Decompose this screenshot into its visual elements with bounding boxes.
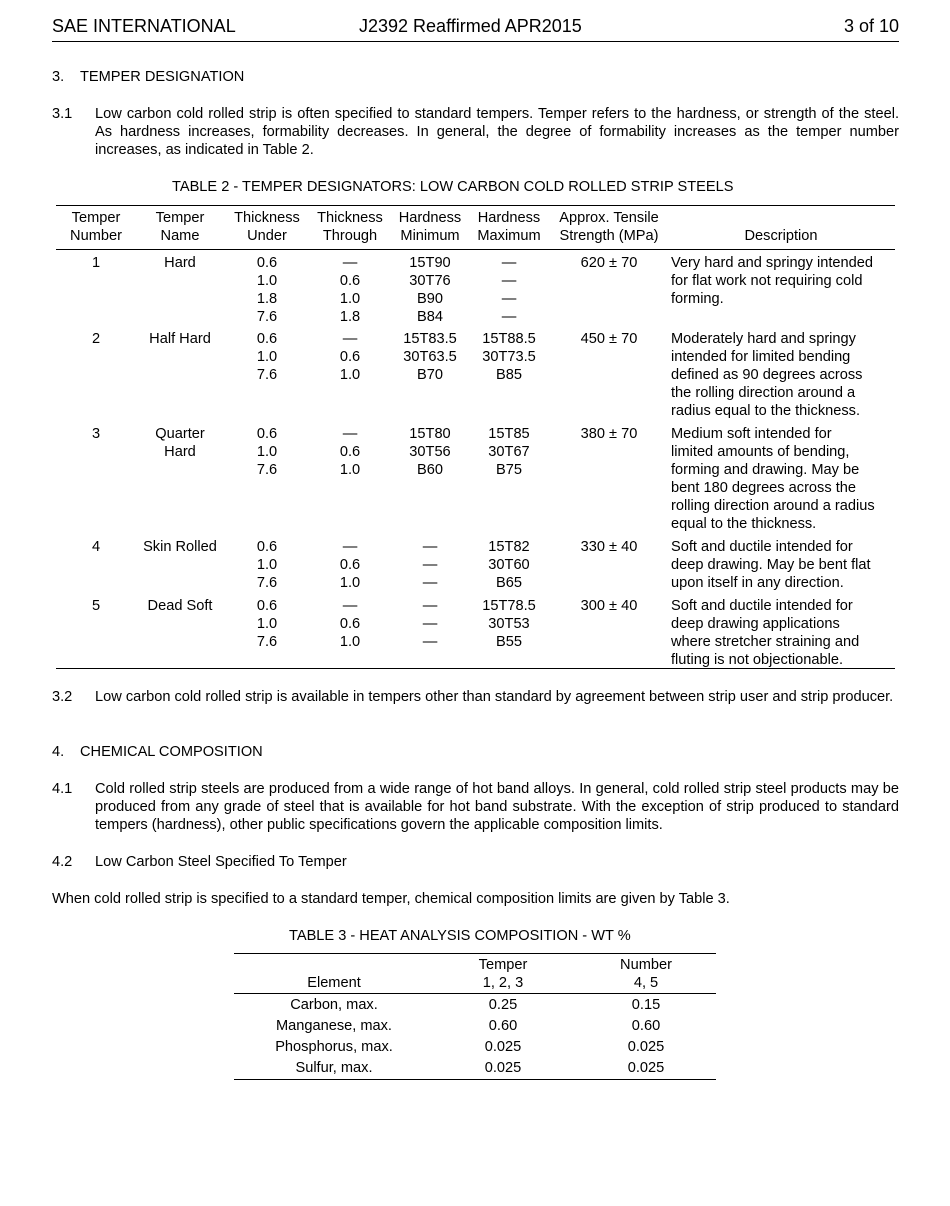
header-page-number: 3 of 10 — [843, 16, 899, 36]
composition-value: 0.60 — [631, 1018, 661, 1034]
description-line: radius equal to the thickness. — [671, 403, 861, 419]
tensile-strength: 300 ± 40 — [580, 598, 638, 614]
header-line: Temper — [71, 210, 121, 226]
section-number: 4. — [52, 744, 65, 760]
temper-name: Quarter — [155, 426, 205, 442]
table-cell-min: — — [422, 539, 438, 555]
table-cell-max: — — [501, 309, 517, 325]
description-line: rolling direction around a radius — [671, 498, 875, 514]
temper-number: 5 — [91, 598, 101, 614]
table-cell-min: — — [422, 598, 438, 614]
table-cell-through: 0.6 — [339, 273, 361, 289]
header-line: Name — [160, 228, 200, 244]
table-3-caption: TABLE 3 - HEAT ANALYSIS COMPOSITION - WT % — [289, 928, 631, 944]
table-cell-through: — — [342, 255, 358, 271]
section-number: 3. — [52, 69, 65, 85]
tensile-strength: 450 ± 70 — [580, 331, 638, 347]
composition-value: 0.25 — [488, 997, 518, 1013]
table-cell-under: 0.6 — [256, 598, 278, 614]
table3-header-bottom: 1, 2, 3 — [482, 975, 524, 991]
description-line: the rolling direction around a — [671, 385, 856, 401]
header-description — [671, 227, 891, 245]
table-rule — [234, 1079, 716, 1080]
table-cell-under: 0.6 — [256, 539, 278, 555]
table-rule — [234, 953, 716, 954]
header-hardness-maximum — [469, 209, 549, 245]
table-cell-max: 15T78.5 — [482, 598, 536, 614]
table-cell-max: B85 — [496, 367, 522, 383]
table-cell-under: 1.0 — [256, 273, 278, 289]
tensile-strength: 330 ± 40 — [580, 539, 638, 555]
composition-value: 0.025 — [627, 1060, 665, 1076]
table-cell-through: — — [342, 598, 358, 614]
table-rule — [234, 993, 716, 994]
table-cell-under: 7.6 — [256, 309, 278, 325]
header-line: Thickness — [317, 210, 383, 226]
header-line: Minimum — [400, 228, 460, 244]
header-line: Hardness — [477, 210, 541, 226]
table-cell-under: 1.0 — [256, 616, 278, 632]
description-line: bent 180 degrees across the — [671, 480, 856, 496]
tensile-strength: 620 ± 70 — [580, 255, 638, 271]
temper-name: Half Hard — [149, 331, 211, 347]
table-cell-max: 30T60 — [488, 557, 530, 573]
temper-name: Hard — [164, 255, 196, 271]
table-cell-min: B90 — [417, 291, 443, 307]
table-cell-max: 15T82 — [488, 539, 530, 555]
table3-header-bottom: 4, 5 — [633, 975, 659, 991]
description-line: Medium soft intended for — [671, 426, 832, 442]
header-line: Description — [744, 228, 818, 244]
table-cell-min: — — [422, 634, 438, 650]
table-cell-through: — — [342, 331, 358, 347]
header-line: Thickness — [234, 210, 300, 226]
temper-name: Dead Soft — [147, 598, 213, 614]
table-cell-under: 7.6 — [256, 367, 278, 383]
table-cell-min: 30T63.5 — [403, 349, 457, 365]
description-line: forming and drawing. May be — [671, 462, 860, 478]
paragraph-number: 3.2 — [52, 689, 73, 705]
table-cell-min: 30T76 — [409, 273, 451, 289]
table-cell-max: 30T53 — [488, 616, 530, 632]
paragraph-number: 4.1 — [52, 781, 73, 797]
table-cell-through: 1.0 — [339, 575, 361, 591]
table-cell-max: — — [501, 273, 517, 289]
table-cell-through: 1.8 — [339, 309, 361, 325]
header-line: Temper — [155, 210, 205, 226]
description-line: for flat work not requiring cold — [671, 273, 863, 289]
composition-value: 0.15 — [631, 997, 661, 1013]
description-line: equal to the thickness. — [671, 516, 817, 532]
composition-value: 0.025 — [484, 1060, 522, 1076]
description-line: Soft and ductile intended for — [671, 539, 853, 555]
description-line: limited amounts of bending, — [671, 444, 850, 460]
table-cell-min: B84 — [417, 309, 443, 325]
table-cell-through: 0.6 — [339, 557, 361, 573]
section-title: TEMPER DESIGNATION — [80, 69, 245, 85]
header-organization: SAE INTERNATIONAL — [52, 16, 236, 36]
table-cell-max: — — [501, 291, 517, 307]
table-cell-max: 30T73.5 — [482, 349, 536, 365]
header-line: Strength (MPa) — [559, 228, 659, 244]
table-cell-max: 15T85 — [488, 426, 530, 442]
header-line: Number — [70, 228, 122, 244]
element-name: Carbon, max. — [290, 997, 378, 1013]
composition-value: 0.60 — [488, 1018, 518, 1034]
table-cell-through: 1.0 — [339, 462, 361, 478]
table-cell-through: 1.0 — [339, 367, 361, 383]
table-cell-min: — — [422, 616, 438, 632]
table-cell-under: 7.6 — [256, 462, 278, 478]
table-cell-min: B60 — [417, 462, 443, 478]
description-line: intended for limited bending — [671, 349, 851, 365]
header-thickness-through — [310, 209, 390, 245]
table-rule — [56, 249, 895, 250]
table-cell-min: 30T56 — [409, 444, 451, 460]
composition-value: 0.025 — [484, 1039, 522, 1055]
description-line: Moderately hard and springy — [671, 331, 856, 347]
table-rule — [56, 205, 895, 206]
table-cell-under: 1.8 — [256, 291, 278, 307]
header-document-id: J2392 Reaffirmed APR2015 — [359, 16, 582, 36]
table-cell-under: 1.0 — [256, 444, 278, 460]
temper-number: 1 — [91, 255, 101, 271]
header-temper-name — [135, 209, 225, 245]
paragraph-number: 4.2 — [52, 854, 73, 870]
paragraph-number: 3.1 — [52, 106, 73, 122]
table-cell-min: 15T83.5 — [403, 331, 457, 347]
element-name: Phosphorus, max. — [275, 1039, 393, 1055]
table-2-caption: TABLE 2 - TEMPER DESIGNATORS: LOW CARBON COLD ROLLED STRIP STEELS — [172, 179, 734, 195]
description-line: deep drawing. May be bent flat — [671, 557, 871, 573]
paragraph-title: Low Carbon Steel Specified To Temper — [95, 854, 347, 870]
table-cell-max: B75 — [496, 462, 522, 478]
table-cell-under: 7.6 — [256, 575, 278, 591]
description-line: forming. — [671, 291, 724, 307]
table-cell-max: 30T67 — [488, 444, 530, 460]
composition-value: 0.025 — [627, 1039, 665, 1055]
table-cell-min: B70 — [417, 367, 443, 383]
table-cell-through: 0.6 — [339, 349, 361, 365]
header-line: Under — [247, 228, 287, 244]
header-line: Hardness — [398, 210, 462, 226]
header-line: Through — [322, 228, 378, 244]
description-line: fluting is not objectionable. — [671, 652, 843, 668]
table-cell-under: 0.6 — [256, 426, 278, 442]
table-cell-max: — — [501, 255, 517, 271]
page-header — [52, 15, 899, 42]
header-line: Maximum — [477, 228, 541, 244]
table-cell-through: 0.6 — [339, 444, 361, 460]
paragraph-text: Cold rolled strip steels are produced from a wide range of hot band alloys. In general, cold rolled strip steel products may be produced from any grade of steel that is available for hot band substrate. With the exception of strip produced to standard tempers (hardness), other public specifications govern the applicable composition limits. — [95, 781, 899, 833]
table-cell-min: 15T80 — [409, 426, 451, 442]
description-line: deep drawing applications — [671, 616, 840, 632]
element-name: Manganese, max. — [275, 1018, 392, 1034]
table-cell-under: 0.6 — [256, 331, 278, 347]
paragraph-text: Low carbon cold rolled strip is often specified to standard tempers. Temper refers to the hardness, or strength of the steel. As hardness increases, formability decreases. In general, the degree of formability increases as the temper number increases, as indicated in Table 2. — [95, 106, 899, 158]
description-line: where stretcher straining and — [671, 634, 860, 650]
table-cell-under: 7.6 — [256, 634, 278, 650]
table3-header-bottom: Element — [307, 975, 361, 991]
element-name: Sulfur, max. — [295, 1060, 373, 1076]
temper-number: 4 — [91, 539, 101, 555]
header-tensile-strength — [549, 209, 669, 245]
table-cell-through: 1.0 — [339, 634, 361, 650]
table-cell-min: — — [422, 557, 438, 573]
header-temper-number — [56, 209, 136, 245]
header-thickness-under — [227, 209, 307, 245]
table-cell-min: 15T90 — [409, 255, 451, 271]
table-cell-max: B55 — [496, 634, 522, 650]
table3-header-top: Number — [620, 957, 672, 973]
table-3-intro: When cold rolled strip is specified to a standard temper, chemical composition limits are given by Table 3. — [52, 891, 730, 907]
table-cell-under: 0.6 — [256, 255, 278, 271]
header-line: Approx. Tensile — [559, 210, 659, 226]
table-cell-through: 0.6 — [339, 616, 361, 632]
paragraph-text: Low carbon cold rolled strip is available in tempers other than standard by agreement between strip user and strip producer. — [95, 689, 894, 705]
table-cell-through: — — [342, 539, 358, 555]
table-cell-min: — — [422, 575, 438, 591]
description-line: Soft and ductile intended for — [671, 598, 853, 614]
table-cell-under: 1.0 — [256, 557, 278, 573]
description-line: Very hard and springy intended — [671, 255, 874, 271]
table-cell-through: 1.0 — [339, 291, 361, 307]
description-line: defined as 90 degrees across — [671, 367, 863, 383]
tensile-strength: 380 ± 70 — [580, 426, 638, 442]
temper-name: Skin Rolled — [143, 539, 217, 555]
section-title: CHEMICAL COMPOSITION — [80, 744, 263, 760]
header-hardness-minimum — [390, 209, 470, 245]
table-cell-max: 15T88.5 — [482, 331, 536, 347]
table-cell-max: B65 — [496, 575, 522, 591]
table-cell-through: — — [342, 426, 358, 442]
table-cell-under: 1.0 — [256, 349, 278, 365]
temper-number: 2 — [91, 331, 101, 347]
description-line: upon itself in any direction. — [671, 575, 844, 591]
temper-number: 3 — [91, 426, 101, 442]
table3-header-top: Temper — [478, 957, 528, 973]
temper-name: Hard — [164, 444, 196, 460]
